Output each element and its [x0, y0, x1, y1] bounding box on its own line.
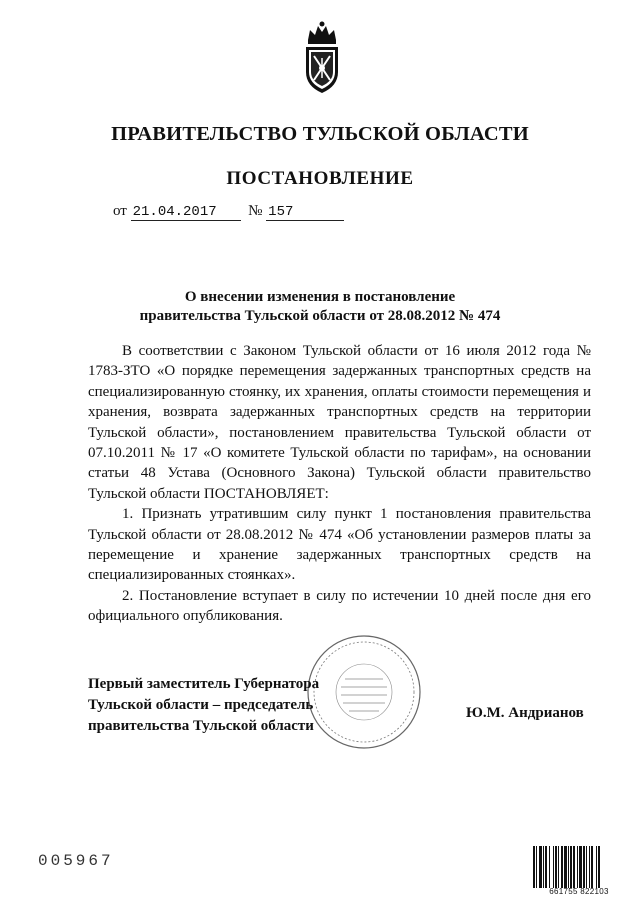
barcode-bar: [553, 846, 554, 888]
subject-line-2: правительства Тульской области от 28.08.2012 № 474: [139, 308, 501, 324]
barcode-bar: [561, 846, 563, 888]
date-number-row: [113, 203, 344, 221]
signer-title-line-3: правительства Тульской области: [88, 718, 314, 734]
document-number: 157: [266, 205, 344, 221]
barcode-bar: [583, 846, 585, 888]
signer-title: [88, 674, 319, 737]
barcode-bar: [591, 846, 593, 888]
barcode-bar: [589, 846, 590, 888]
barcode-bar: [549, 846, 550, 888]
date-prefix: от: [113, 203, 127, 219]
barcode-bar: [539, 846, 542, 888]
coat-of-arms-emblem: [298, 20, 346, 95]
signer-title-line-1: Первый заместитель Губернатора: [88, 676, 320, 692]
barcode-bar: [598, 846, 600, 888]
number-prefix: №: [248, 203, 263, 219]
body-paragraph-item-1: 1. Признать утратившим силу пункт 1 постановления правительства Тульской области от 28.08.2012 № 474 «Об установлении размеров платы за перемещение и хранение задержанных транспортных средств на специализированных стоянках».: [88, 506, 591, 584]
barcode-bar: [564, 846, 567, 888]
barcode-number: 661755 822103: [549, 887, 609, 896]
barcode-bar: [555, 846, 557, 888]
serial-number: 005967: [38, 852, 114, 870]
barcode-bar: [545, 846, 547, 888]
barcode-bar: [558, 846, 559, 888]
government-title: ПРАВИТЕЛЬСТВО ТУЛЬСКОЙ ОБЛАСТИ: [111, 123, 529, 145]
barcode-bar: [543, 846, 544, 888]
barcode: [533, 846, 625, 888]
document-body: [88, 341, 591, 627]
body-paragraph-item-2: 2. Постановление вступает в силу по истечении 10 дней после дня его официального опубликования.: [88, 587, 591, 625]
barcode-bar: [536, 846, 537, 888]
barcode-bar: [577, 846, 578, 888]
body-paragraph-preamble: В соответствии с Законом Тульской области от 16 июля 2012 года № 1783-ЗТО «О порядке перемещения задержанных транспортных средств на специализированную стоянку, их хранения, оплаты стоимости перемещения и хранения, возврата задержанных транспортных средств на территории Тульской области», постановлением правительства Тульской области от 07.10.2011 № 17 «О комитете Тульской области по тарифам», на основании статьи 48 Устава (Основного Закона) Тульской области правительство Тульской области ПОСТАНОВЛЯЕТ:: [88, 343, 591, 502]
barcode-bar: [568, 846, 569, 888]
document-type: ПОСТАНОВЛЕНИЕ: [226, 168, 414, 189]
subject-line-1: О внесении изменения в постановление: [184, 289, 456, 305]
barcode-bar: [579, 846, 582, 888]
barcode-bar: [573, 846, 575, 888]
signer-title-line-2: Тульской области – председатель: [88, 697, 314, 713]
document-subject: [0, 288, 640, 326]
barcode-bar: [596, 846, 597, 888]
signer-name: Ю.М. Андрианов: [466, 705, 584, 721]
barcode-bar: [586, 846, 587, 888]
document-date: 21.04.2017: [131, 205, 241, 221]
barcode-bar: [570, 846, 572, 888]
official-stamp: [305, 633, 423, 751]
barcode-bar: [533, 846, 535, 888]
